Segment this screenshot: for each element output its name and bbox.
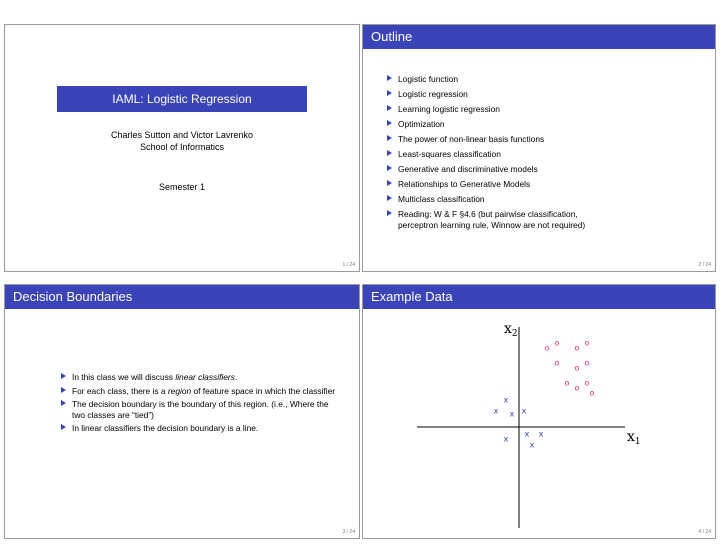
bullet-arrow-icon: [61, 400, 66, 406]
slide-header: Example Data: [363, 285, 715, 309]
page-number: 1 / 24: [342, 262, 355, 268]
x-point: x: [503, 395, 509, 405]
o-point: o: [564, 378, 570, 388]
slide-example-data: [362, 284, 716, 539]
bullet-arrow-icon: [387, 180, 392, 186]
outline-reading-item: Reading: W & F §4.6 (but pairwise classification, perceptron learning rule, Winnow are not required): [387, 209, 707, 230]
bullet-arrow-icon: [387, 150, 392, 156]
x-axis-label: $x_1$: [627, 429, 641, 447]
x-point: x: [503, 434, 509, 444]
authors: Charles Sutton and Victor Lavrenko: [111, 130, 253, 140]
bullet-arrow-icon: [387, 105, 392, 111]
x-point: x: [538, 429, 544, 439]
bullet-arrow-icon: [387, 195, 392, 201]
x-point: x: [493, 406, 499, 416]
y-axis-label: $x_2$: [504, 321, 518, 339]
bullet-arrow-icon: [387, 75, 392, 81]
slide-decision-boundaries: [4, 284, 360, 539]
bullet-arrow-icon: [61, 387, 66, 393]
page-number: 2 / 24: [698, 262, 711, 268]
bullet-arrow-icon: [387, 165, 392, 171]
outline-item: Generative and discriminative models: [387, 164, 707, 175]
bullet-arrow-icon: [387, 120, 392, 126]
outline-list: [387, 74, 707, 235]
bullet-item: For each class, there is a region of feature space in which the classifier: [61, 386, 341, 397]
affiliation: School of Informatics: [139, 142, 225, 152]
x-point: x: [521, 406, 527, 416]
o-point: o: [544, 343, 550, 353]
slide-title: [4, 24, 360, 272]
outline-item: Relationships to Generative Models: [387, 179, 707, 190]
presentation-title-text: IAML: Logistic Regression: [112, 92, 252, 106]
x-point: x: [509, 409, 515, 419]
outline-item: Learning logistic regression: [387, 104, 707, 115]
bullet-arrow-icon: [387, 90, 392, 96]
slide-header: Outline: [363, 25, 715, 49]
page-number: 3 / 24: [342, 529, 355, 535]
scatter-plot: [363, 309, 715, 538]
bullet-list: [61, 372, 341, 437]
bullet-arrow-icon: [61, 424, 66, 430]
bullet-item: In this class we will discuss linear classifiers.: [61, 372, 341, 383]
outline-item: Logistic regression: [387, 89, 707, 100]
outline-item: Multiclass classification: [387, 194, 707, 205]
o-point: o: [574, 383, 580, 393]
o-point: o: [574, 363, 580, 373]
plot-marks: [494, 339, 595, 450]
slide-outline: [362, 24, 716, 272]
bullet-arrow-icon: [61, 373, 66, 379]
outline-item: Least-squares classification: [387, 149, 707, 160]
page-number: 4 / 24: [698, 529, 711, 535]
outline-item: Logistic function: [387, 74, 707, 85]
bullet-arrow-icon: [387, 135, 392, 141]
slide-header: Decision Boundaries: [5, 285, 359, 309]
bullet-item: The decision boundary is the boundary of this region. (i.e., Where the two classes are “tied”): [61, 399, 341, 420]
o-point: o: [589, 388, 595, 398]
o-point: o: [584, 338, 590, 348]
outline-item: Optimization: [387, 119, 707, 130]
o-point: o: [554, 358, 560, 368]
o-point: o: [554, 338, 560, 348]
presentation-title: [57, 86, 307, 112]
outline-item: The power of non-linear basis functions: [387, 134, 707, 145]
semester: Semester 1: [158, 182, 206, 192]
o-point: o: [574, 343, 580, 353]
o-point: o: [584, 378, 590, 388]
bullet-item: In linear classifiers the decision boundary is a line.: [61, 423, 341, 434]
o-point: o: [584, 358, 590, 368]
x-point: x: [529, 440, 535, 450]
x-point: x: [524, 429, 530, 439]
bullet-arrow-icon: [387, 210, 392, 216]
